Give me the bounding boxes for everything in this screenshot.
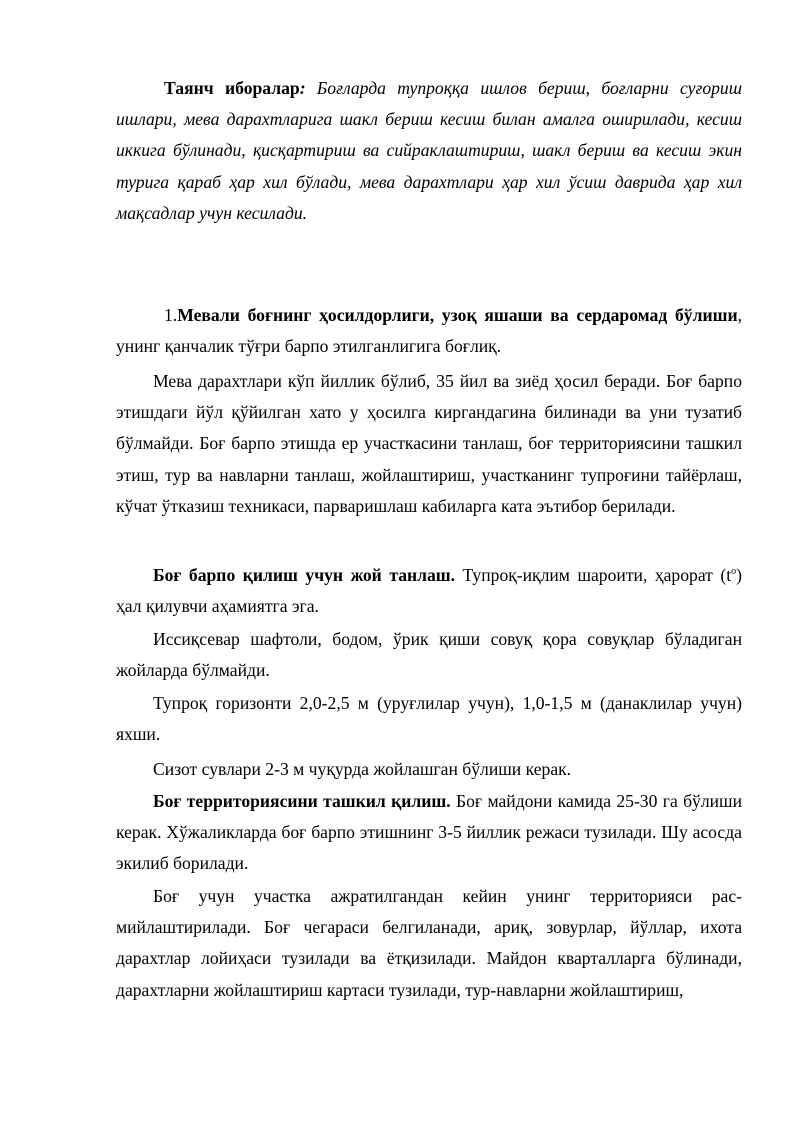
territory-text: Боғ майдони камида 25-30 га бўлиши керак. Хўжаликларда боғ барпо этишнинг 3-5 йиллик режаси тузилади. Шу асосда экилиб борилади.	[116, 791, 743, 874]
intro-colon: :	[299, 78, 306, 98]
location-text-after: ) ҳал қилувчи аҳамиятга эга.	[116, 565, 742, 617]
heat-paragraph: Иссиқсевар шафтоли, бодом, ўрик қиши совуқ қора совуқлар бўладиган жойларда бўлмайди.	[116, 629, 742, 681]
section1-number: 1.	[164, 305, 178, 325]
trees-paragraph: Мева дарахтлари кўп йиллик бўлиб, 35 йил ва зиёд ҳосил беради. Боғ барпо этишдаги йўл қўйилган хато у ҳосилга киргандагина билинади ва уни тузатиб бўлмайди. Боғ барпо этишда ер участкасини танлаш, боғ территориясини ташкил этиш, тур ва навларни танлаш, жойлаштириш, участканинг тупроғини тайёрлаш, кўчат ўтказиш техникаси, парваришлаш кабиларга ката эътибор берилади.	[116, 371, 742, 516]
location-heading: Боғ барпо қилиш учун жой танлаш.	[153, 565, 456, 585]
plot-paragraph: Боғ учун участка ажратилгандан кейин унинг территорияси рас-мийлаштирилади. Боғ чегараси белгиланади, ариқ, зовурлар, йўллар, ихота дарахтлар лойиҳаси тузилади ва ётқизилади. Майдон кварталларга бўлинади, дарахтларни жойлаштириш картаси тузилади, тур-навларни жойлаштириш,	[116, 886, 742, 1000]
intro-label: Таянч иборалар	[164, 78, 300, 98]
intro-paragraph	[116, 73, 742, 229]
intro-text: Боғларда тупроққа ишлов бериш, боғларни суғориш ишлари, мева дарахтларига шакл бериш кесиш билан амалга оширилади, кесиш иккига бўлинади, қисқартириш ва сийраклаштириш, шакл бериш ва кесиш экин турига қараб ҳар хил бўлади, мева дарахтлари ҳар хил ўсиш даврида ҳар хил мақсадлар учун кесилади.	[116, 78, 742, 223]
location-text-before: Тупроқ-иқлим шароити, ҳарорат (t	[455, 565, 732, 585]
soil-paragraph: Тупроқ горизонти 2,0-2,5 м (уруғлилар учун), 1,0-1,5 м (данаклилар учун) яхши.	[116, 693, 742, 745]
section1-paragraph	[116, 300, 742, 362]
water-paragraph: Сизот сувлари 2-3 м чуқурда жойлашган бўлиши керак.	[153, 759, 572, 779]
territory-paragraph	[116, 786, 742, 880]
section1-rest: , унинг қанчалик тўғри барпо этилганлигига боғлиқ.	[116, 305, 742, 357]
territory-heading: Боғ территориясини ташкил қилиш.	[153, 791, 451, 811]
location-paragraph	[116, 560, 742, 622]
section1-heading: Мевали боғнинг ҳосилдорлиги, узоқ яшаши ва сердаромад бўлиши	[177, 305, 738, 325]
location-sup: o	[731, 566, 737, 578]
